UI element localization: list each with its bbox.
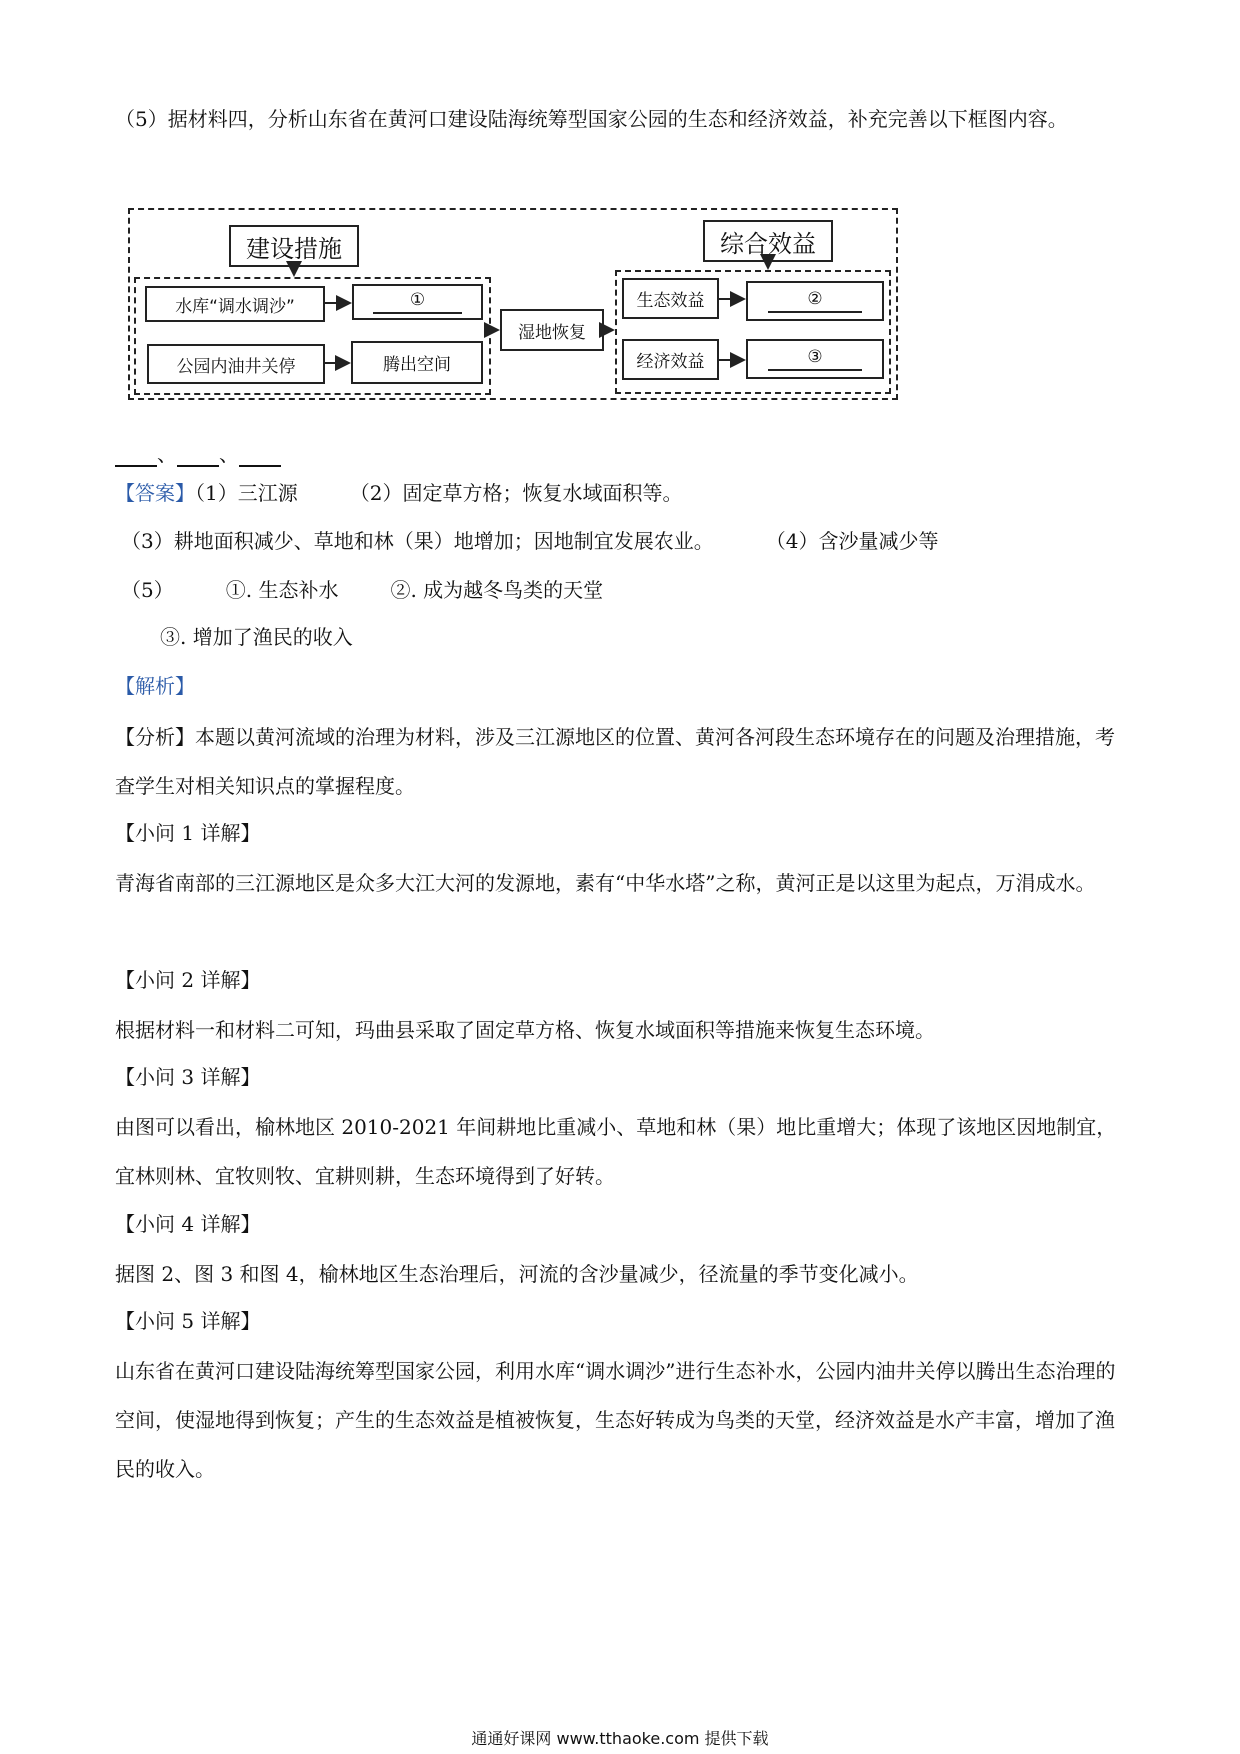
q4-text: 据图 2、图 3 和图 4，榆林地区生态治理后，河流的含沙量减少，径流量的季节变化减小。	[115, 1262, 919, 1286]
answer-5-1: ①. 生态补水	[225, 578, 339, 602]
answer-line-2	[121, 526, 938, 556]
answer-blank-1	[115, 445, 157, 467]
answer-line-3	[121, 575, 603, 605]
flow-diagram	[128, 208, 898, 400]
answer-5: （5）	[121, 578, 174, 602]
q3-title: 【小问 3 详解】	[115, 1065, 261, 1089]
diagram-arrows	[128, 208, 898, 400]
measure-oil-wells: 公园内油井关停	[147, 344, 325, 384]
answer-1: （1）三江源	[195, 481, 298, 505]
blank-number-1: ①	[409, 290, 426, 310]
q4-title: 【小问 4 详解】	[115, 1212, 261, 1236]
measure-reservoir: 水库“调水调沙”	[145, 286, 325, 322]
measures-title: 建设措施	[229, 225, 359, 267]
answer-4: （4）含沙量减少等	[765, 529, 939, 553]
answer-label: 【答案】	[115, 481, 195, 505]
answer-2: （2）固定草方格；恢复水域面积等。	[349, 481, 683, 505]
answer-blanks	[115, 438, 281, 467]
analysis-label: 【解析】	[115, 674, 195, 698]
benefits-title: 综合效益	[703, 220, 833, 262]
q5-text: 山东省在黄河口建设陆海统筹型国家公园，利用水库“调水调沙”进行生态补水，公园内油井关停以腾出生态治理的空间，使湿地得到恢复；产生的生态效益是植被恢复，生态好转成为鸟类的天堂，经济效益是水产丰富，增加了渔民的收入。	[115, 1359, 1116, 1481]
q2-text: 根据材料一和材料二可知，玛曲县采取了固定草方格、恢复水域面积等措施来恢复生态环境。	[115, 1018, 935, 1042]
page-footer: 通通好课网 www.tthaoke.com 提供下载	[471, 1729, 769, 1748]
benefit-economic: 经济效益	[622, 339, 719, 380]
answer-5-3: ③. 增加了渔民的收入	[160, 625, 353, 649]
benefit-ecological: 生态效益	[622, 278, 719, 319]
analysis-intro: 【分析】本题以黄河流域的治理为材料，涉及三江源地区的位置、黄河各河段生态环境存在的问题及治理措施，考查学生对相关知识点的掌握程度。	[115, 725, 1115, 798]
q1-text: 青海省南部的三江源地区是众多大江大河的发源地，素有“中华水塔”之称，黄河正是以这里为起点，万涓成水。	[115, 871, 1096, 895]
blank-number-2: ②	[807, 289, 823, 309]
q2-title: 【小问 2 详解】	[115, 968, 261, 992]
result-space: 腾出空间	[351, 341, 483, 384]
answer-5-2: ②. 成为越冬鸟类的天堂	[390, 578, 604, 602]
blank-number-3: ③	[807, 347, 823, 367]
answer-3: （3）耕地面积减少、草地和林（果）地增加；因地制宜发展农业。	[121, 529, 714, 553]
answer-blank-3	[239, 445, 281, 467]
q1-title: 【小问 1 详解】	[115, 821, 261, 845]
blank-separator: 、	[219, 442, 239, 466]
blank-separator: 、	[157, 442, 177, 466]
answer-blank-2	[177, 445, 219, 467]
center-wetland: 湿地恢复	[500, 309, 604, 351]
q3-text: 由图可以看出，榆林地区 2010-2021 年间耕地比重减小、草地和林（果）地比重增大；体现了该地区因地制宜，宜林则林、宜牧则牧、宜耕则耕，生态环境得到了好转。	[115, 1115, 1117, 1188]
answer-line-1	[115, 478, 682, 508]
q5-title: 【小问 5 详解】	[115, 1309, 261, 1333]
answer-line-4	[160, 622, 353, 652]
question-5-text: （5）据材料四，分析山东省在黄河口建设陆海统筹型国家公园的生态和经济效益，补充完善以下框图内容。	[115, 107, 1068, 131]
